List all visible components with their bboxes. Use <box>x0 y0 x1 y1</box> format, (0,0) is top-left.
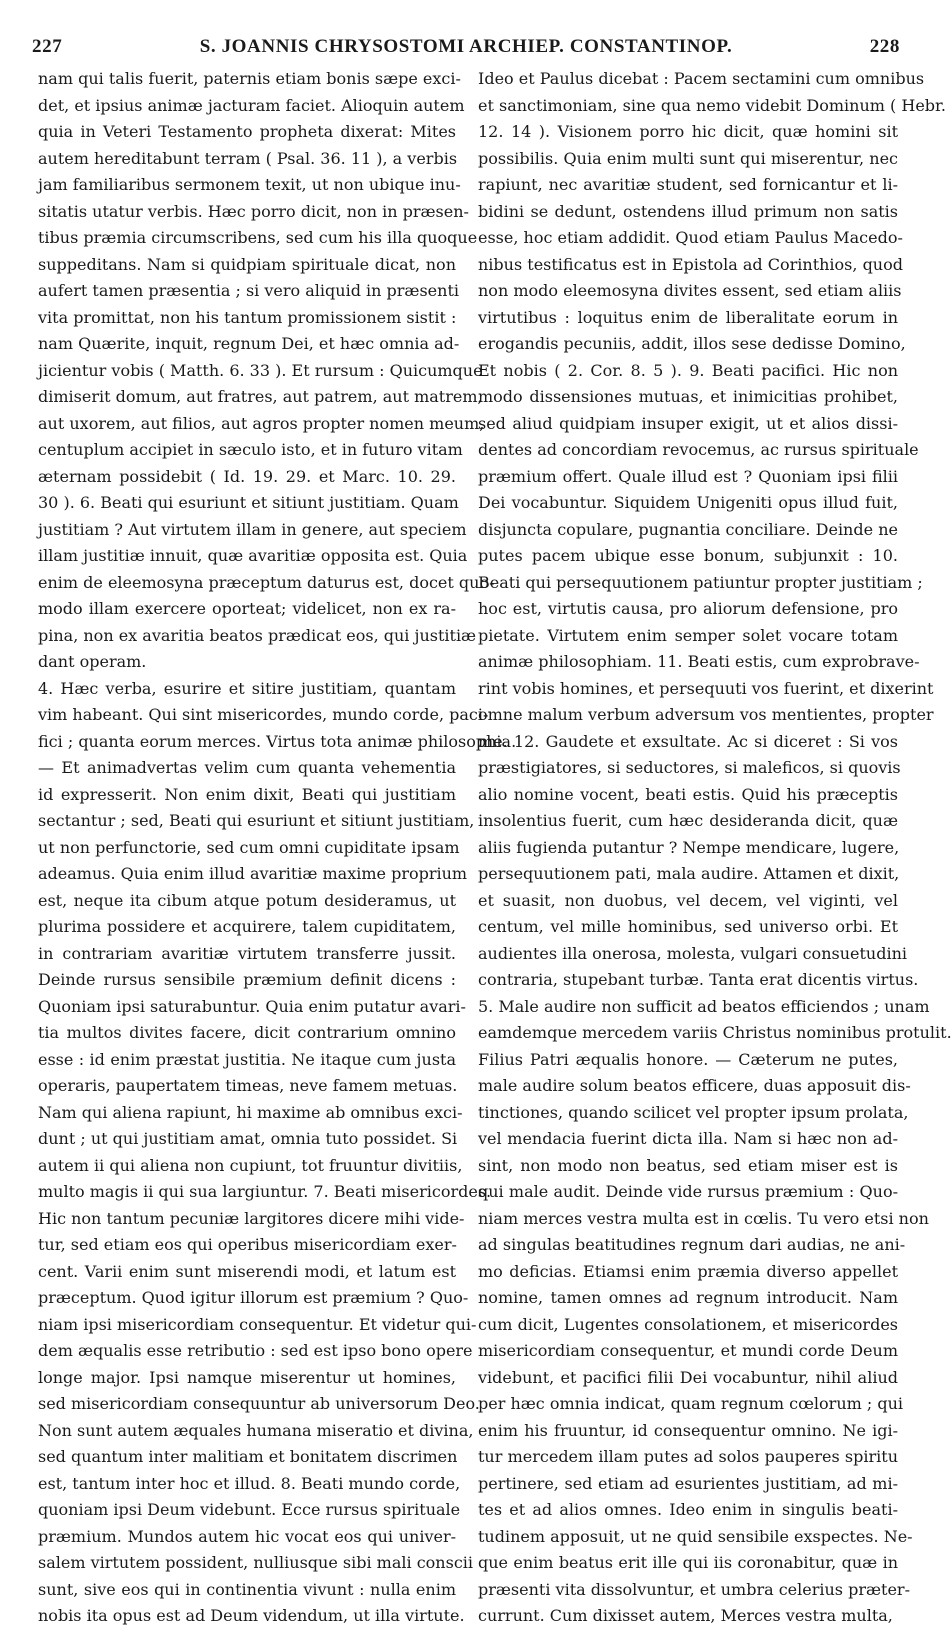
text-line: jam familiaribus sermonem texit, ut non ubique inu- <box>38 175 461 194</box>
text-line: esse, hoc etiam addidit. Quod etiam Paulus Macedo- <box>478 228 903 247</box>
text-line: nomine, tamen omnes ad regnum introducit. Nam <box>478 1288 898 1307</box>
text-line: hoc est, virtutis causa, pro aliorum defensione, pro <box>478 599 898 618</box>
text-line: modo dissensiones mutuas, et inimicitias prohibet, <box>478 387 898 406</box>
text-line: est, neque ita cibum atque potum desideramus, ut <box>38 890 456 910</box>
text-line: bidini se dedunt, ostendens illud primum non satis <box>478 201 898 221</box>
text-line: tibus præmia circumscribens, sed cum his illa quoque <box>38 228 478 247</box>
text-line: vim habeant. Qui sint misericordes, mundo corde, paci- <box>38 705 489 724</box>
text-line: male audire solum beatos efficere, duas apposuit dis- <box>478 1076 911 1095</box>
text-line: longe major. Ipsi namque miserentur ut homines, <box>38 1367 456 1387</box>
text-line: me. 12. Gaudete et exsultate. Ac si diceret : Si vos <box>478 731 898 751</box>
text-line: eamdemque mercedem variis Christus nominibus protulit. <box>478 1023 952 1042</box>
text-line: dentes ad concordiam revocemus, ac rursus spirituale <box>478 440 919 459</box>
text-line: sint, non modo non beatus, sed etiam miser est is <box>478 1155 898 1175</box>
text-line: illam justitiæ innuit, quæ avaritiæ opposita est. Quia <box>38 546 468 565</box>
text-line: modo illam exercere oporteat; videlicet, non ex ra- <box>38 599 456 618</box>
text-line: autem hereditabunt terram ( Psal. 36. 11 ), a verbis <box>38 148 458 168</box>
text-line: rapiunt, nec avaritiæ student, sed fornicantur et li- <box>478 175 898 194</box>
text-line: dimiserit domum, aut fratres, aut patrem, aut matrem, <box>38 387 483 406</box>
text-line: 12. 14 ). Visionem porro hic dicit, quæ homini sit <box>478 122 898 141</box>
text-line: Nam qui aliena rapiunt, hi maxime ab omnibus exci- <box>38 1102 463 1122</box>
text-line: multo magis ii qui sua largiuntur. 7. Beati misericordes. <box>38 1182 492 1201</box>
text-line: Dei vocabuntur. Siquidem Unigeniti opus illud fuit, <box>478 493 898 512</box>
text-line: cent. Varii enim sunt miserendi modi, et latum est <box>38 1261 456 1281</box>
left-text-column <box>38 66 517 1630</box>
running-header <box>32 36 900 62</box>
text-line: ut non perfunctorie, sed cum omni cupiditate ipsam <box>38 837 460 857</box>
text-line: alio nomine vocent, beati estis. Quid his præceptis <box>478 784 898 804</box>
text-line: centum, vel mille hominibus, sed universo orbi. Et <box>478 917 898 936</box>
text-line: nobis ita opus est ad Deum videndum, ut illa virtute. <box>38 1606 465 1625</box>
text-line: sed aliud quidpiam insuper exigit, ut et alios dissi- <box>478 413 898 433</box>
text-line: vel mendacia fuerint dicta illa. Nam si hæc non ad- <box>478 1129 898 1148</box>
text-line: Beati qui persequutionem patiuntur propter justitiam ; <box>478 572 923 592</box>
text-line: præmium. Mundos autem hic vocat eos qui univer- <box>38 1526 456 1546</box>
text-line: tudinem apposuit, ut ne quid sensibile exspectes. Ne- <box>478 1526 913 1546</box>
text-line: Deinde rursus sensibile præmium definit dicens : <box>38 970 456 989</box>
page-number-right: 228 <box>869 36 900 57</box>
text-line: tur mercedem illam putes ad solos pauperes spiritu <box>478 1447 898 1466</box>
text-line: per hæc omnia indicat, quam regnum cœlorum ; qui <box>478 1394 904 1413</box>
text-line: sectantur ; sed, Beati qui esuriunt et sitiunt justitiam, <box>38 811 475 830</box>
text-line: disjuncta copulare, pugnantia conciliare. Deinde ne <box>478 519 898 539</box>
text-line: quoniam ipsi Deum videbunt. Ecce rursus spirituale <box>38 1500 461 1519</box>
text-line: centuplum accipiet in sæculo isto, et in futuro vitam <box>38 440 463 459</box>
right-text-column <box>478 66 952 1630</box>
text-line: Quoniam ipsi saturabuntur. Quia enim putatur avari- <box>38 996 466 1016</box>
text-line: jicientur vobis ( Matth. 6. 33 ). Et rursum : Quicumque <box>38 360 483 380</box>
text-line: vita promittat, non his tantum promissionem sistit : <box>38 307 457 327</box>
text-line: Filius Patri æqualis honore. — Cæterum ne putes, <box>478 1049 898 1069</box>
text-line: qui male audit. Deinde vide rursus præmium : Quo- <box>478 1182 898 1201</box>
text-line: autem ii qui aliena non cupiunt, tot fruuntur divitiis, <box>38 1155 463 1175</box>
text-line: plurima possidere et acquirere, talem cupiditatem, <box>38 917 456 936</box>
text-line: 30 ). 6. Beati qui esuriunt et sitiunt justitiam. Quam <box>38 493 459 512</box>
text-line: niam merces vestra multa est in cœlis. Tu vero etsi non <box>478 1208 929 1228</box>
text-line: — Et animadvertas velim cum quanta vehementia <box>38 758 456 777</box>
page-number-left: 227 <box>32 36 63 57</box>
text-line: sunt, sive eos qui in continentia vivunt : nulla enim <box>38 1579 456 1599</box>
text-line: pina, non ex avaritia beatos prædicat eos, qui justitiæ <box>38 625 477 645</box>
running-title: S. JOANNIS CHRYSOSTOMI ARCHIEP. CONSTANTINOP. <box>199 36 733 57</box>
text-line: audientes illa onerosa, molesta, vulgari consuetudini <box>478 943 907 963</box>
text-line: omne malum verbum adversum vos mentientes, propter <box>478 705 934 724</box>
text-line: ad singulas beatitudines regnum dari audias, ne ani- <box>478 1235 906 1254</box>
text-line: salem virtutem possident, nulliusque sibi mali conscii <box>38 1553 474 1572</box>
text-line: æternam possidebit ( Id. 19. 29. et Marc. 10. 29. <box>38 466 456 486</box>
text-line: misericordiam consequentur, et mundi corde Deum <box>478 1341 898 1360</box>
text-line: dem æqualis esse retributio : sed est ipso bono opere <box>38 1341 473 1360</box>
text-line: pietate. Virtutem enim semper solet vocare totam <box>478 625 898 645</box>
text-line: persequutionem pati, mala audire. Attamen et dixit, <box>478 864 900 883</box>
text-line: sitatis utatur verbis. Hæc porro dicit, non in præsen- <box>38 201 469 221</box>
text-line: sed quantum inter malitiam et bonitatem discrimen <box>38 1447 458 1466</box>
text-line: que enim beatus erit ille qui iis coronabitur, quæ in <box>478 1553 898 1572</box>
text-line: Et nobis ( 2. Cor. 8. 5 ). 9. Beati pacifici. Hic non <box>478 360 898 380</box>
text-line: pertinere, sed etiam ad esurientes justitiam, ad mi- <box>478 1473 898 1493</box>
text-line: fici ; quanta eorum merces. Virtus tota animæ philosophia. <box>38 731 517 751</box>
text-line: 4. Hæc verba, esurire et sitire justitiam, quantam <box>38 678 456 698</box>
text-line: nam qui talis fuerit, paternis etiam bonis sæpe exci- <box>38 69 461 88</box>
text-line: justitiam ? Aut virtutem illam in genere, aut speciem <box>38 519 467 539</box>
text-line: operaris, paupertatem timeas, neve famem metuas. <box>38 1076 458 1095</box>
text-line: esse : id enim præstat justitia. Ne itaque cum justa <box>38 1049 456 1069</box>
text-line: cum dicit, Lugentes consolationem, et misericordes <box>478 1314 898 1334</box>
text-line: erogandis pecuniis, addit, illos sese dedisse Domino, <box>478 334 906 353</box>
text-line: et suasit, non duobus, vel decem, vel viginti, vel <box>478 890 898 910</box>
text-line: niam ipsi misericordiam consequentur. Et videtur qui- <box>38 1314 477 1334</box>
text-line: contraria, stupebant turbæ. Tanta erat dicentis virtus. <box>478 970 919 989</box>
text-line: aufert tamen præsentia ; si vero aliquid in præsenti <box>38 281 459 300</box>
text-line: id expresserit. Non enim dixit, Beati qui justitiam <box>38 784 456 804</box>
text-line: nibus testificatus est in Epistola ad Corinthios, quod <box>478 254 903 274</box>
text-line: possibilis. Quia enim multi sunt qui miserentur, nec <box>478 148 898 168</box>
text-line: tur, sed etiam eos qui operibus misericordiam exer- <box>38 1235 457 1254</box>
text-line: enim de eleemosyna præceptum daturus est, docet quo- <box>38 572 495 592</box>
text-line: præstigiatores, si seductores, si maleficos, si quovis <box>478 758 901 777</box>
text-line: quia in Veteri Testamento propheta dixerat: Mites <box>38 122 456 141</box>
text-line: 5. Male audire non sufficit ad beatos efficiendos ; unam <box>478 996 930 1016</box>
text-line: præmium offert. Quale illud est ? Quoniam ipsi filii <box>478 466 898 486</box>
text-line: animæ philosophiam. 11. Beati estis, cum exprobrave- <box>478 652 920 671</box>
text-line: adeamus. Quia enim illud avaritiæ maxime proprium <box>38 864 468 883</box>
text-line: tes et ad alios omnes. Ideo enim in singulis beati- <box>478 1500 898 1519</box>
text-line: dunt ; ut qui justitiam amat, omnia tuto possidet. Si <box>38 1129 458 1148</box>
text-line: præsenti vita dissolvuntur, et umbra celerius præter- <box>478 1579 910 1599</box>
text-line: nam Quærite, inquit, regnum Dei, et hæc omnia ad- <box>38 334 460 353</box>
text-line: suppeditans. Nam si quidpiam spirituale dicat, non <box>38 254 456 274</box>
text-line: mo deficias. Etiamsi enim præmia diverso appellet <box>478 1261 898 1281</box>
text-line: est, tantum inter hoc et illud. 8. Beati mundo corde, <box>38 1473 461 1493</box>
text-line: aliis fugienda putantur ? Nempe mendicare, lugere, <box>478 837 900 857</box>
text-line: in contrariam avaritiæ virtutem transferre jussit. <box>38 943 456 963</box>
text-line: videbunt, et pacifici filii Dei vocabuntur, nihil aliud <box>478 1367 898 1387</box>
text-line: Ideo et Paulus dicebat : Pacem sectamini cum omnibus <box>478 69 925 88</box>
text-line: rint vobis homines, et persequuti vos fuerint, et dixerint <box>478 678 934 698</box>
text-line: Non sunt autem æquales humana miseratio et divina, <box>38 1420 474 1440</box>
text-line: non modo eleemosyna divites essent, sed etiam aliis <box>478 281 902 300</box>
text-line: sed misericordiam consequuntur ab universorum Deo. <box>38 1394 480 1413</box>
text-line: putes pacem ubique esse bonum, subjunxit : 10. <box>478 546 898 565</box>
text-line: præceptum. Quod igitur illorum est præmium ? Quo- <box>38 1288 469 1307</box>
text-line: virtutibus : loquitus enim de liberalitate eorum in <box>478 307 898 327</box>
text-line: det, et ipsius animæ jacturam faciet. Alioquin autem <box>38 95 465 115</box>
text-line: dant operam. <box>38 652 147 671</box>
text-line: et sanctimoniam, sine qua nemo videbit Dominum ( Hebr. <box>478 95 947 115</box>
text-line: aut uxorem, aut filios, aut agros propter nomen meum, <box>38 413 485 433</box>
text-line: Hic non tantum pecuniæ largitores dicere mihi vide- <box>38 1208 465 1228</box>
text-line: enim his fruuntur, id consequentur omnino. Ne igi- <box>478 1420 898 1440</box>
text-line: insolentius fuerit, cum hæc desideranda dicit, quæ <box>478 811 898 830</box>
text-line: tinctiones, quando scilicet vel propter ipsum prolata, <box>478 1102 909 1122</box>
text-line: currunt. Cum dixisset autem, Merces vestra multa, <box>478 1606 893 1625</box>
text-line: tia multos divites facere, dicit contrarium omnino <box>38 1023 456 1042</box>
